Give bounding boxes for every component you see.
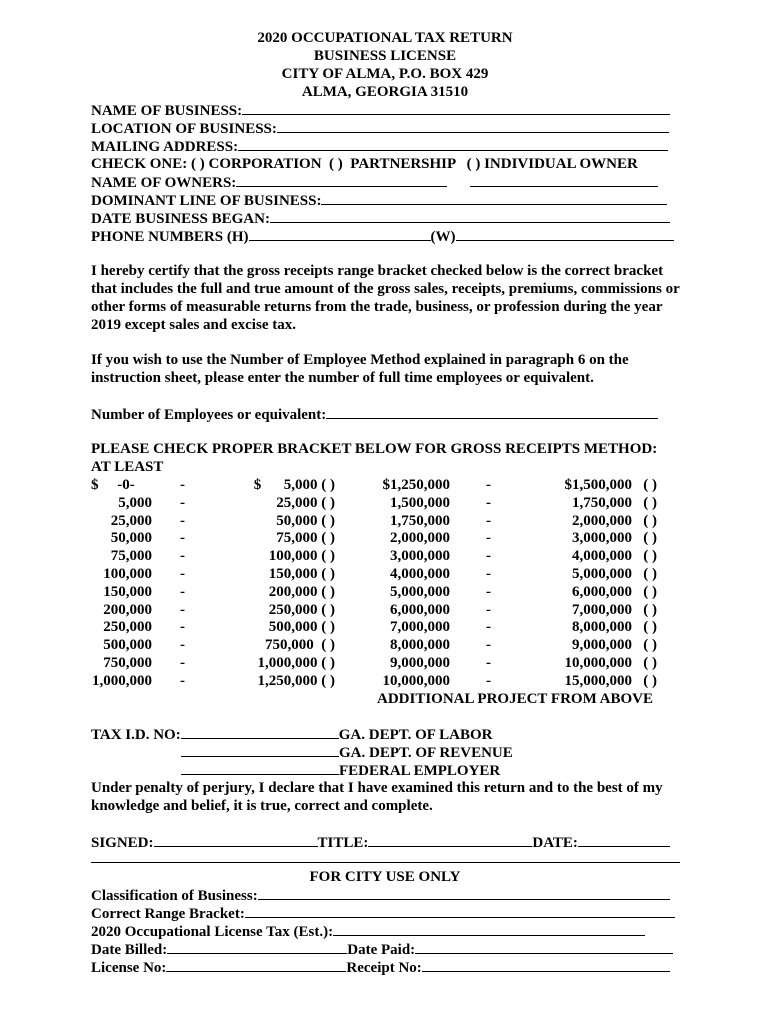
- classification-label: Classification of Business:: [91, 888, 258, 904]
- date-billed-input[interactable]: [167, 940, 347, 954]
- bracket-right-dash: -: [486, 619, 491, 635]
- mailing-label: MAILING ADDRESS:: [91, 139, 239, 155]
- bracket-left-dash: -: [180, 673, 185, 689]
- bracket-left-from: 75,000: [110, 548, 152, 564]
- date-began-row: [91, 209, 670, 227]
- bracket-left-from: 100,000: [103, 566, 152, 582]
- bracket-right-to: 1,750,000 ( ): [572, 495, 657, 511]
- bracket-left-dash: -: [180, 619, 185, 635]
- bracket-left-to: 750,000 ( ): [265, 637, 335, 653]
- bracket-right-to: 7,000,000 ( ): [572, 602, 657, 618]
- bracket-right-from: 3,000,000: [390, 548, 450, 564]
- bracket-left-dash: -: [180, 495, 185, 511]
- bracket-right-dash: -: [486, 673, 491, 689]
- bracket-left-from: 250,000: [103, 619, 152, 635]
- tax-id-label: TAX I.D. NO:: [91, 727, 181, 743]
- revenue-label: GA. DEPT. OF REVENUE: [339, 745, 513, 761]
- city-address: CITY OF ALMA, P.O. BOX 429: [281, 66, 489, 82]
- phone-row: [91, 227, 674, 245]
- certify-paragraph: I hereby certify that the gross receipts range bracket checked below is the correct bracket that includes the full and true amount of the gross sales, receipts, premiums, commissions or other forms of measurable returns from the trade, business, or profession during the year 2019 except sales and excise tax.: [91, 263, 680, 333]
- bracket-left-dash: -: [180, 530, 185, 546]
- bracket-left-from: $ -0-: [91, 477, 135, 493]
- mailing-row: [91, 137, 668, 155]
- signed-label: SIGNED:: [91, 835, 154, 851]
- signature-row: [91, 833, 670, 851]
- bracket-right-from: 9,000,000: [390, 655, 450, 671]
- bracket-left-dash: -: [180, 584, 185, 600]
- bracket-left-to: 1,000,000 ( ): [257, 655, 335, 671]
- bracket-left-from: 50,000: [110, 530, 152, 546]
- range-row: [91, 904, 675, 922]
- employee-method-paragraph: If you wish to use the Number of Employee Method explained in paragraph 6 on the instruction sheet, please enter the number of full time employees or equivalent.: [91, 352, 629, 386]
- bracket-right-to: 3,000,000 ( ): [572, 530, 657, 546]
- bracket-left-from: 150,000: [103, 584, 152, 600]
- name-of-business-input[interactable]: [242, 101, 670, 115]
- bracket-left-from: 200,000: [103, 602, 152, 618]
- labor-id-input[interactable]: [181, 725, 339, 739]
- bracket-right-to: 8,000,000 ( ): [572, 619, 657, 635]
- dominant-line-input[interactable]: [321, 191, 667, 205]
- bracket-right-from: 6,000,000: [390, 602, 450, 618]
- divider: [91, 862, 680, 863]
- federal-label: FEDERAL EMPLOYER: [339, 763, 501, 779]
- employees-label: Number of Employees or equivalent:: [91, 407, 327, 423]
- bracket-right-dash: -: [486, 602, 491, 618]
- bracket-right-dash: -: [486, 655, 491, 671]
- bracket-right-from: 10,000,000: [382, 673, 450, 689]
- name-of-business-row: [91, 101, 670, 119]
- labor-label: GA. DEPT. OF LABOR: [338, 727, 493, 743]
- license-no-input[interactable]: [166, 958, 346, 972]
- title-input[interactable]: [368, 833, 532, 847]
- classification-input[interactable]: [258, 886, 670, 900]
- check-one-row[interactable]: CHECK ONE: ( ) CORPORATION ( ) PARTNERSHIP ( ) INDIVIDUAL OWNER: [91, 156, 638, 172]
- owner-1-input[interactable]: [236, 173, 447, 187]
- bracket-right-from: 4,000,000: [390, 566, 450, 582]
- bracket-left-to: 200,000 ( ): [268, 584, 335, 600]
- date-paid-input[interactable]: [415, 940, 673, 954]
- date-began-label: DATE BUSINESS BEGAN:: [91, 211, 270, 227]
- bracket-heading: PLEASE CHECK PROPER BRACKET BELOW FOR GROSS RECEIPTS METHOD:: [91, 441, 658, 457]
- title-label: TITLE:: [317, 835, 369, 851]
- bracket-right-dash: -: [486, 637, 491, 653]
- location-row: [91, 119, 669, 137]
- receipt-no-label: Receipt No:: [346, 960, 422, 976]
- mailing-input[interactable]: [238, 137, 668, 151]
- bracket-left-dash: -: [180, 637, 185, 653]
- location-input[interactable]: [277, 119, 669, 133]
- name-of-business-label: NAME OF BUSINESS:: [91, 103, 243, 119]
- date-input[interactable]: [578, 833, 670, 847]
- bracket-left-from: 1,000,000: [92, 673, 152, 689]
- location-label: LOCATION OF BUSINESS:: [91, 121, 277, 137]
- bracket-right-from: 5,000,000: [390, 584, 450, 600]
- bracket-right-to: 10,000,000 ( ): [564, 655, 657, 671]
- bracket-right-dash: -: [486, 513, 491, 529]
- bracket-left-to: 25,000 ( ): [276, 495, 335, 511]
- city-use-heading: FOR CITY USE ONLY: [309, 869, 461, 885]
- bracket-left-dash: -: [180, 655, 185, 671]
- bracket-left-dash: -: [180, 513, 185, 529]
- bracket-left-to: 150,000 ( ): [268, 566, 335, 582]
- phone-h-input[interactable]: [249, 227, 431, 241]
- bracket-left-dash: -: [180, 477, 185, 493]
- bracket-left-dash: -: [180, 548, 185, 564]
- bracket-left-to: 1,250,000 ( ): [257, 673, 335, 689]
- owners-label: NAME OF OWNERS:: [91, 175, 237, 191]
- bracket-right-to: 15,000,000 ( ): [564, 673, 657, 689]
- at-least-label: AT LEAST: [91, 459, 164, 475]
- range-label: Correct Range Bracket:: [91, 906, 245, 922]
- phone-w-label: (W): [430, 229, 456, 245]
- billed-paid-row: [91, 940, 673, 958]
- bracket-right-from: 7,000,000: [390, 619, 450, 635]
- classification-row: [91, 886, 670, 904]
- range-input[interactable]: [245, 904, 675, 918]
- bracket-right-from: 1,750,000: [390, 513, 450, 529]
- tax-id-row-federal: [181, 761, 500, 779]
- bracket-left-dash: -: [180, 566, 185, 582]
- additional-project-label: ADDITIONAL PROJECT FROM ABOVE: [377, 691, 654, 707]
- date-billed-label: Date Billed:: [91, 942, 168, 958]
- perjury-paragraph: Under penalty of perjury, I declare that I have examined this return and to the best of my knowledge and belief, it is true, correct and complete.: [91, 780, 663, 814]
- form-subtitle: BUSINESS LICENSE: [313, 48, 457, 64]
- bracket-left-from: 5,000: [118, 495, 152, 511]
- bracket-left-to: $ 5,000 ( ): [253, 477, 335, 493]
- dominant-line-row: [91, 191, 667, 209]
- date-began-input[interactable]: [270, 209, 670, 223]
- tax-est-input[interactable]: [333, 922, 645, 936]
- dominant-line-label: DOMINANT LINE OF BUSINESS:: [91, 193, 322, 209]
- bracket-right-from: 1,500,000: [390, 495, 450, 511]
- date-label: DATE:: [532, 835, 578, 851]
- employees-row: [91, 405, 658, 423]
- bracket-right-dash: -: [486, 477, 491, 493]
- signed-input[interactable]: [154, 833, 318, 847]
- revenue-id-input[interactable]: [181, 743, 339, 757]
- city-state: ALMA, GEORGIA 31510: [301, 84, 469, 100]
- bracket-right-to: 5,000,000 ( ): [572, 566, 657, 582]
- bracket-left-from: 500,000: [103, 637, 152, 653]
- owner-2-input[interactable]: [470, 173, 658, 187]
- tax-est-label: 2020 Occupational License Tax (Est.):: [91, 924, 334, 940]
- bracket-right-to: 2,000,000 ( ): [572, 513, 657, 529]
- bracket-right-to: 4,000,000 ( ): [572, 548, 657, 564]
- bracket-left-to: 100,000 ( ): [268, 548, 335, 564]
- bracket-left-to: 50,000 ( ): [276, 513, 335, 529]
- bracket-left-from: 750,000: [103, 655, 152, 671]
- bracket-right-from: 8,000,000: [390, 637, 450, 653]
- bracket-left-dash: -: [180, 602, 185, 618]
- receipt-no-input[interactable]: [422, 958, 670, 972]
- bracket-left-to: 75,000 ( ): [276, 530, 335, 546]
- owners-row: [91, 173, 658, 191]
- bracket-right-to: 6,000,000 ( ): [572, 584, 657, 600]
- tax-id-row-labor: [91, 725, 493, 743]
- license-no-label: License No:: [91, 960, 167, 976]
- phone-w-input[interactable]: [456, 227, 674, 241]
- bracket-right-from: $1,250,000: [382, 477, 450, 493]
- bracket-left-to: 250,000 ( ): [268, 602, 335, 618]
- form-title: 2020 OCCUPATIONAL TAX RETURN: [257, 30, 513, 46]
- federal-id-input[interactable]: [181, 761, 339, 775]
- bracket-right-dash: -: [486, 584, 491, 600]
- bracket-left-from: 25,000: [110, 513, 152, 529]
- date-paid-label: Date Paid:: [347, 942, 416, 958]
- tax-est-row: [91, 922, 645, 940]
- bracket-right-dash: -: [486, 566, 491, 582]
- bracket-right-to: 9,000,000 ( ): [572, 637, 657, 653]
- tax-id-row-revenue: [181, 743, 513, 761]
- bracket-right-dash: -: [486, 548, 491, 564]
- bracket-right-dash: -: [486, 495, 491, 511]
- bracket-right-from: 2,000,000: [390, 530, 450, 546]
- bracket-right-dash: -: [486, 530, 491, 546]
- bracket-right-to: $1,500,000 ( ): [564, 477, 657, 493]
- bracket-left-to: 500,000 ( ): [268, 619, 335, 635]
- license-receipt-row: [91, 958, 670, 976]
- employees-input[interactable]: [326, 405, 658, 419]
- phone-h-label: PHONE NUMBERS (H): [91, 229, 249, 245]
